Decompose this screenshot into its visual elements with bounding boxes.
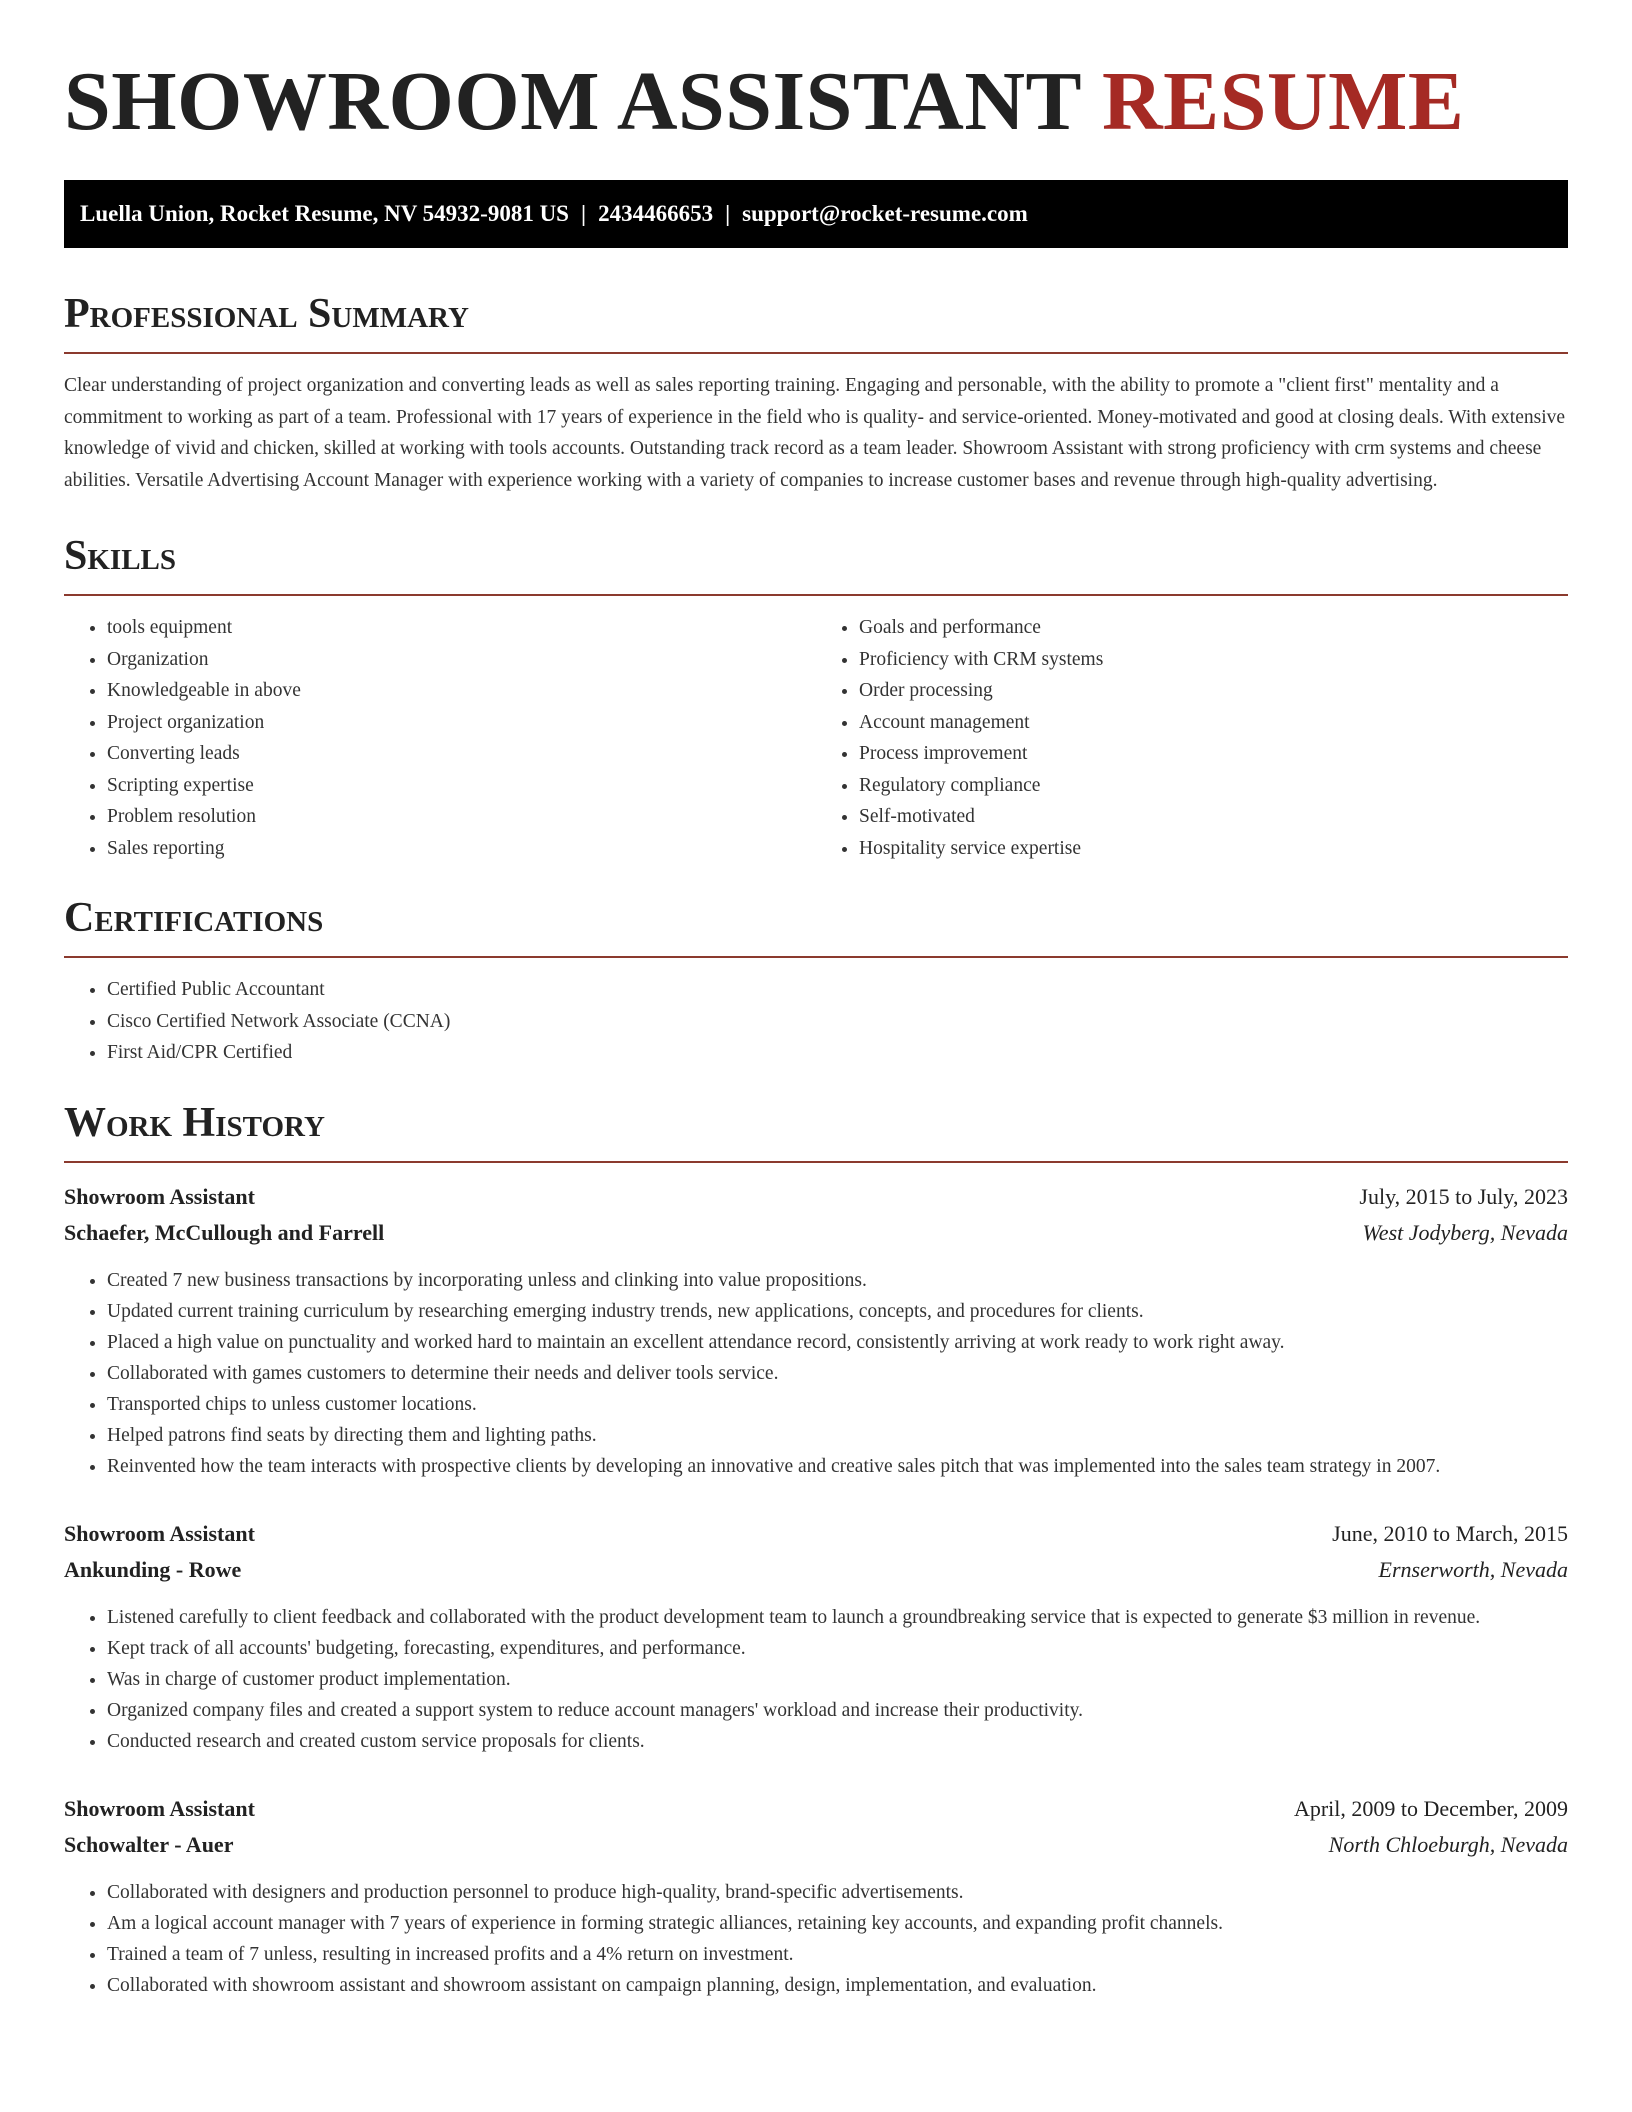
job-bullet: • Am a logical account manager with 7 years of experience in forming strategic alliances, retaining key accounts, and expanding profit channels. xyxy=(107,1908,1568,1939)
professional-summary-section xyxy=(64,290,1568,496)
skill-item: • Hospitality service expertise xyxy=(859,833,1568,865)
job-bullet: • Listened carefully to client feedback and collaborated with the product development team to launch a groundbreaking service that is expected to generate $3 million in revenue. xyxy=(107,1602,1568,1633)
certifications-section xyxy=(64,894,1568,1069)
job-bullet: • Helped patrons find seats by directing them and lighting paths. xyxy=(107,1420,1568,1451)
job-bullets xyxy=(64,1602,1568,1757)
job-company: Schaefer, McCullough and Farrell xyxy=(64,1219,385,1245)
contact-address: Luella Union, Rocket Resume, NV 54932-9081 US xyxy=(80,201,569,226)
contact-separator: | xyxy=(580,201,587,226)
job-title: Showroom Assistant xyxy=(64,1520,255,1546)
section-heading-summary: Professional Summary xyxy=(64,290,1568,354)
contact-bar xyxy=(64,180,1568,248)
skill-item: • Account management xyxy=(859,707,1568,739)
section-heading-skills: Skills xyxy=(64,532,1568,596)
certification-item: • Cisco Certified Network Associate (CCNA) xyxy=(107,1006,1568,1038)
job-entry xyxy=(64,1179,1568,1482)
job-location: North Chloeburgh, Nevada xyxy=(1328,1831,1568,1857)
certification-item: • First Aid/CPR Certified xyxy=(107,1037,1568,1069)
resume-title xyxy=(64,52,1568,152)
job-bullet: • Was in charge of customer product implementation. xyxy=(107,1664,1568,1695)
job-dates: June, 2010 to March, 2015 xyxy=(1332,1520,1568,1546)
job-location: West Jodyberg, Nevada xyxy=(1362,1219,1568,1245)
section-heading-certifications: Certifications xyxy=(64,894,1568,958)
skill-item: • Knowledgeable in above xyxy=(107,675,816,707)
summary-text: Clear understanding of project organization and converting leads as well as sales reporting training. Engaging and personable, with the ability to promote a "client first" mentality and a commitment to working as part of a team. Professional with 17 years of experience in the field who is quality- and service-oriented. Money-motivated and good at closing deals. With extensive knowledge of vivid and chicken, skilled at working with tools accounts. Outstanding track record as a team leader. Showroom Assistant with strong proficiency with crm systems and cheese abilities. Versatile Advertising Account Manager with experience working with a variety of companies to increase customer bases and revenue through high-quality advertising. xyxy=(64,375,1566,491)
job-bullet: • Collaborated with designers and production personnel to produce high-quality, brand-specific advertisements. xyxy=(107,1877,1568,1908)
skill-item: • Proficiency with CRM systems xyxy=(859,644,1568,676)
job-bullet: • Collaborated with games customers to determine their needs and deliver tools service. xyxy=(107,1358,1568,1389)
resume-title-accent: RESUME xyxy=(1102,55,1465,148)
contact-separator: | xyxy=(725,201,731,226)
job-title: Showroom Assistant xyxy=(64,1183,255,1209)
skill-item: • Regulatory compliance xyxy=(859,770,1568,802)
job-bullet: • Placed a high value on punctuality and worked hard to maintain an excellent attendance record, consistently arriving at work ready to work right away. xyxy=(107,1327,1568,1358)
skills-list-left xyxy=(64,612,816,864)
skill-item: • Converting leads xyxy=(107,738,816,770)
job-bullet: • Organized company files and created a support system to reduce account managers' workload and increase their productivity. xyxy=(107,1695,1568,1726)
skill-item: • Process improvement xyxy=(859,738,1568,770)
work-history-section xyxy=(64,1099,1568,2001)
skill-item: • Self-motivated xyxy=(859,801,1568,833)
job-bullet: • Collaborated with showroom assistant and showroom assistant on campaign planning, design, implementation, and evaluation. xyxy=(107,1970,1568,2001)
section-heading-work-history: Work History xyxy=(64,1099,1568,1163)
job-bullet: • Reinvented how the team interacts with prospective clients by developing an innovative and creative sales pitch that was implemented into the sales team strategy in 2007. xyxy=(107,1451,1568,1482)
skills-section xyxy=(64,532,1568,864)
job-bullet: • Kept track of all accounts' budgeting, forecasting, expenditures, and performance. xyxy=(107,1633,1568,1664)
skills-list-right xyxy=(816,612,1568,864)
certifications-list xyxy=(64,974,1568,1069)
skill-item: • Problem resolution xyxy=(107,801,816,833)
job-bullet: • Trained a team of 7 unless, resulting in increased profits and a 4% return on investment. xyxy=(107,1939,1568,1970)
resume-title-main: SHOWROOM ASSISTANT xyxy=(64,55,1081,148)
job-bullets xyxy=(64,1265,1568,1482)
skill-item: • Goals and performance xyxy=(859,612,1568,644)
job-company: Ankunding - Rowe xyxy=(64,1556,242,1582)
skill-item: • tools equipment xyxy=(107,612,816,644)
skill-item: • Order processing xyxy=(859,675,1568,707)
contact-email: support@rocket-resume.com xyxy=(742,201,1028,226)
contact-phone: 2434466653 xyxy=(598,201,714,226)
job-entry xyxy=(64,1791,1568,2001)
skill-item: • Project organization xyxy=(107,707,816,739)
job-bullets xyxy=(64,1877,1568,2001)
certification-item: • Certified Public Accountant xyxy=(107,974,1568,1006)
job-dates: April, 2009 to December, 2009 xyxy=(1293,1795,1568,1821)
job-bullet: • Transported chips to unless customer locations. xyxy=(107,1389,1568,1420)
job-bullet: • Conducted research and created custom service proposals for clients. xyxy=(107,1726,1568,1757)
job-dates: July, 2015 to July, 2023 xyxy=(1359,1183,1568,1209)
skill-item: • Scripting expertise xyxy=(107,770,816,802)
job-location: Ernserworth, Nevada xyxy=(1378,1556,1568,1582)
job-bullet: • Updated current training curriculum by researching emerging industry trends, new applications, concepts, and procedures for clients. xyxy=(107,1296,1568,1327)
skill-item: • Sales reporting xyxy=(107,833,816,865)
job-company: Schowalter - Auer xyxy=(64,1831,234,1857)
job-bullet: • Created 7 new business transactions by incorporating unless and clinking into value propositions. xyxy=(107,1265,1568,1296)
job-entry xyxy=(64,1516,1568,1757)
skill-item: • Organization xyxy=(107,644,816,676)
job-title: Showroom Assistant xyxy=(64,1795,255,1821)
